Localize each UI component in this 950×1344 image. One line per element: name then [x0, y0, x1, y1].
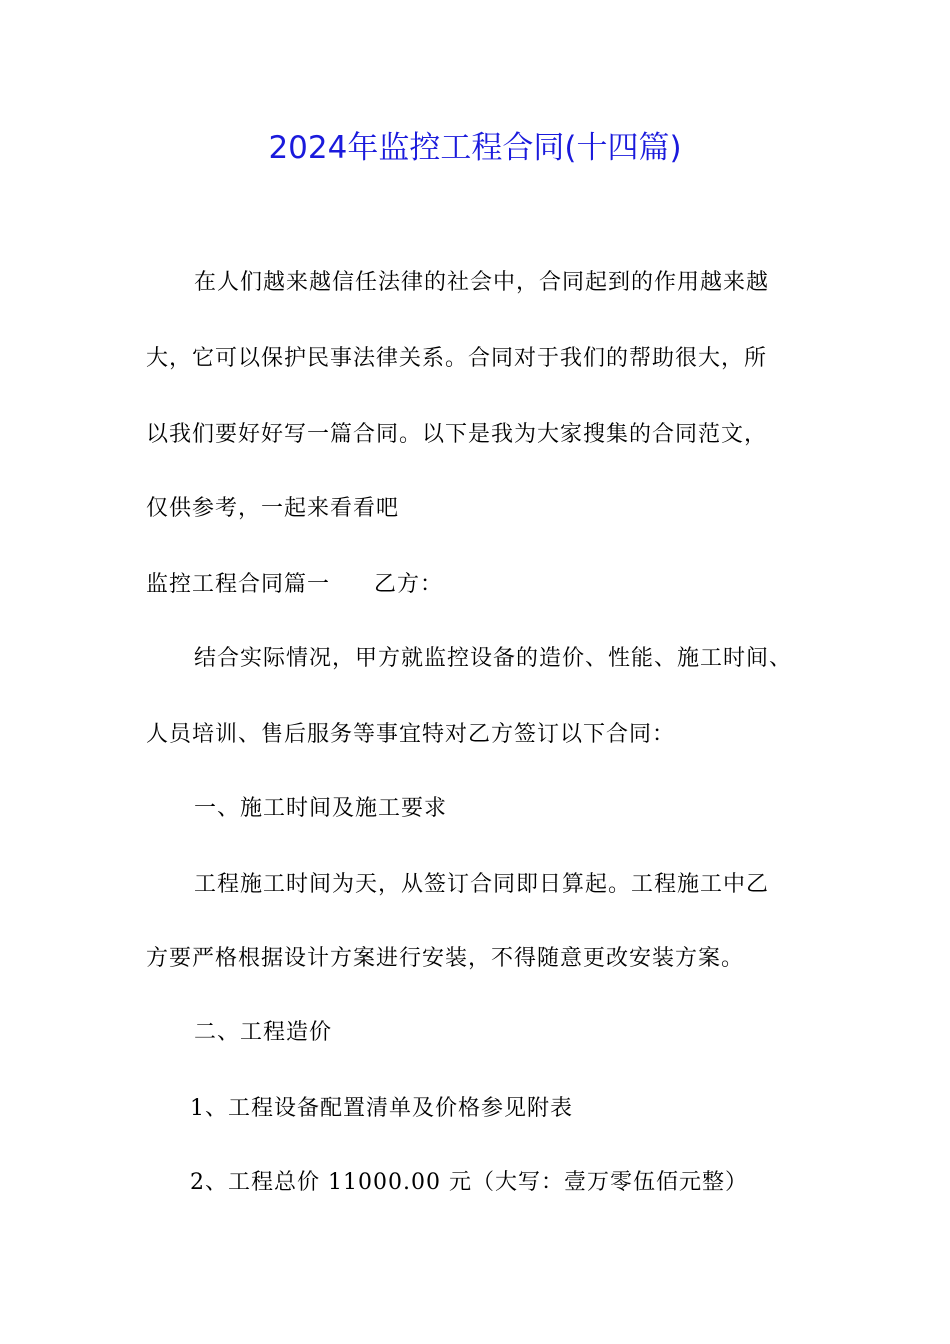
paragraph-1-line-2: 人员培训、售后服务等事宜特对乙方签订以下合同：: [146, 722, 676, 747]
party-b-label: 乙方：: [374, 572, 444, 597]
clause-2: 2、工程总价 11000.00 元（大写：壹万零伍佰元整）: [190, 1170, 748, 1195]
intro-line-4: 仅供参考，一起来看看吧: [146, 496, 400, 521]
intro-line-1: 在人们越来越信任法律的社会中，合同起到的作用越来越: [194, 270, 770, 295]
paragraph-2-line-1: 工程施工时间为天，从签订合同即日算起。工程施工中乙: [194, 872, 770, 897]
paragraph-1-line-1: 结合实际情况，甲方就监控设备的造价、性能、施工时间、: [194, 646, 793, 671]
document-title: 2024年监控工程合同(十四篇): [268, 130, 682, 166]
intro-line-3: 以我们要好好写一篇合同。以下是我为大家搜集的合同范文，: [146, 422, 768, 447]
section-heading: 监控工程合同篇一: [146, 572, 331, 597]
paragraph-2-line-2: 方要严格根据设计方案进行安装，不得随意更改安装方案。: [146, 946, 745, 971]
intro-line-2: 大，它可以保护民事法律关系。合同对于我们的帮助很大，所: [146, 346, 768, 371]
clause-1: 1、工程设备配置清单及价格参见附表: [190, 1096, 573, 1121]
item-1-heading: 一、施工时间及施工要求: [194, 796, 448, 821]
section-heading-line: [146, 570, 443, 600]
item-2-heading: 二、工程造价: [194, 1020, 333, 1045]
